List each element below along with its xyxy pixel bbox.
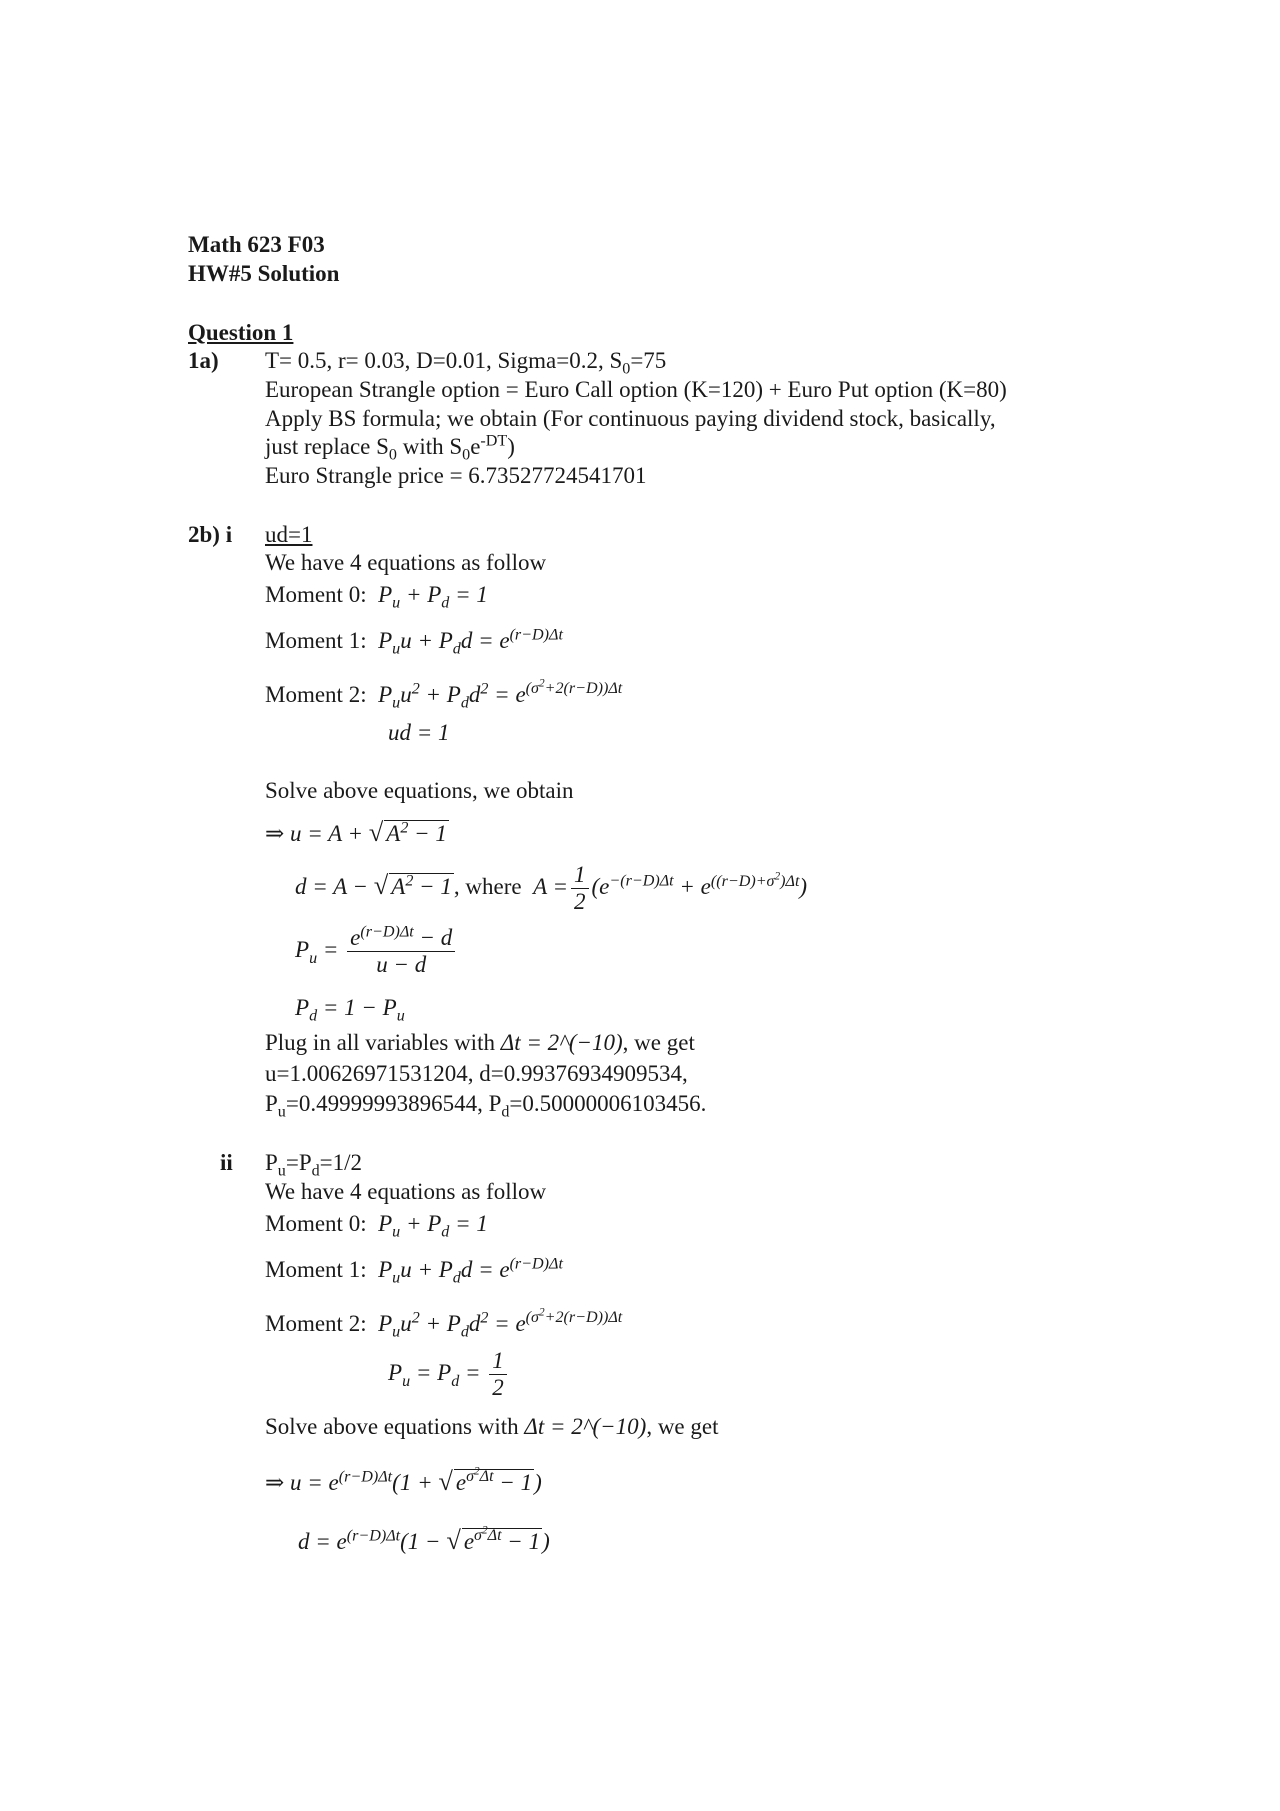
part-1a-label: 1a)	[188, 348, 219, 373]
equations-intro: We have 4 equations as follow	[265, 550, 547, 575]
part-2b-ii-label: ii	[220, 1150, 233, 1175]
solve-intro-ii: Solve above equations with Δt = 2^(−10), we get	[265, 1414, 719, 1439]
strangle-definition: European Strangle option = Euro Call option (K=120) + Euro Put option (K=80)	[265, 377, 1007, 402]
d-solution-ii: $d = e^{(r-D)\Delta t}(1$ − √ $e^{\sigma^2\Delta t} - 1$)	[298, 1524, 550, 1555]
d-solution: d = A − √ $A^2 - 1$, where A = $\frac{1}{2}$ $(e^{-(r-D)\Delta t} + e^{((r-D)+\sigma^2)\Delta t})$	[295, 862, 808, 915]
parameters-line: T= 0.5, r= 0.03, D=0.01, Sigma=0.2, $S_0=75$	[265, 348, 667, 378]
result-pu-pd: $P_u=0.49999993896544$, $P_d=0.50000006103456$.	[265, 1091, 707, 1121]
u-solution-ii: ⇒ $u = e^{(r-D)\Delta t}(1$ + √ $e^{\sigma^2\Delta t} - 1$)	[265, 1465, 542, 1496]
moment-0-equation-ii: Moment 0: $P_u + P_d = 1$	[265, 1211, 488, 1241]
replace-s0-line: just replace $S_0$ with $S_0e^{-DT}$)	[265, 432, 515, 464]
result-u-d: u=1.00626971531204, d=0.99376934909534,	[265, 1061, 688, 1086]
pu-formula: $P_u$ = $\frac{e^{(r-D)\Delta t} - d}{u - d}$	[295, 925, 458, 979]
document-title: HW#5 Solution	[188, 261, 340, 286]
ud-equation: ud = 1	[388, 720, 450, 745]
moment-2-equation-ii: Moment 2: $P_uu^2 + P_dd^2 = e^{(\sigma^2+2(r-D))\Delta t}$	[265, 1306, 623, 1341]
part-2b-i-label: 2b) i	[188, 522, 233, 547]
moment-1-equation: Moment 1: $P_uu + P_dd = e^{(r-D)\Delta t}$	[265, 626, 563, 658]
condition-ud: ud=1	[265, 522, 313, 547]
solve-intro: Solve above equations, we obtain	[265, 778, 574, 803]
condition-pu-pd: $P_u=P_d=1/2$	[265, 1150, 363, 1180]
moment-0-equation: Moment 0: $P_u + P_d = 1$	[265, 582, 488, 612]
question-heading: Question 1	[188, 320, 294, 345]
pu-equals-pd: $P_u = P_d$ = $\frac{1}{2}$	[388, 1348, 510, 1402]
course-title: Math 623 F03	[188, 232, 325, 257]
u-solution: ⇒ u = A + √ $A^2 - 1$	[265, 817, 447, 847]
strangle-price: Euro Strangle price = 6.73527724541701	[265, 463, 647, 488]
plug-in-line: Plug in all variables with Δt = 2^(−10), we get	[265, 1030, 695, 1055]
apply-bs-line: Apply BS formula; we obtain (For continuous paying dividend stock, basically,	[265, 406, 996, 431]
pd-formula: $P_d = 1 - P_u$	[295, 995, 405, 1025]
equations-intro-ii: We have 4 equations as follow	[265, 1179, 547, 1204]
moment-2-equation: Moment 2: $P_uu^2 + P_dd^2 = e^{(\sigma^2+2(r-D))\Delta t}$	[265, 677, 623, 712]
moment-1-equation-ii: Moment 1: $P_uu + P_dd = e^{(r-D)\Delta t}$	[265, 1255, 563, 1287]
